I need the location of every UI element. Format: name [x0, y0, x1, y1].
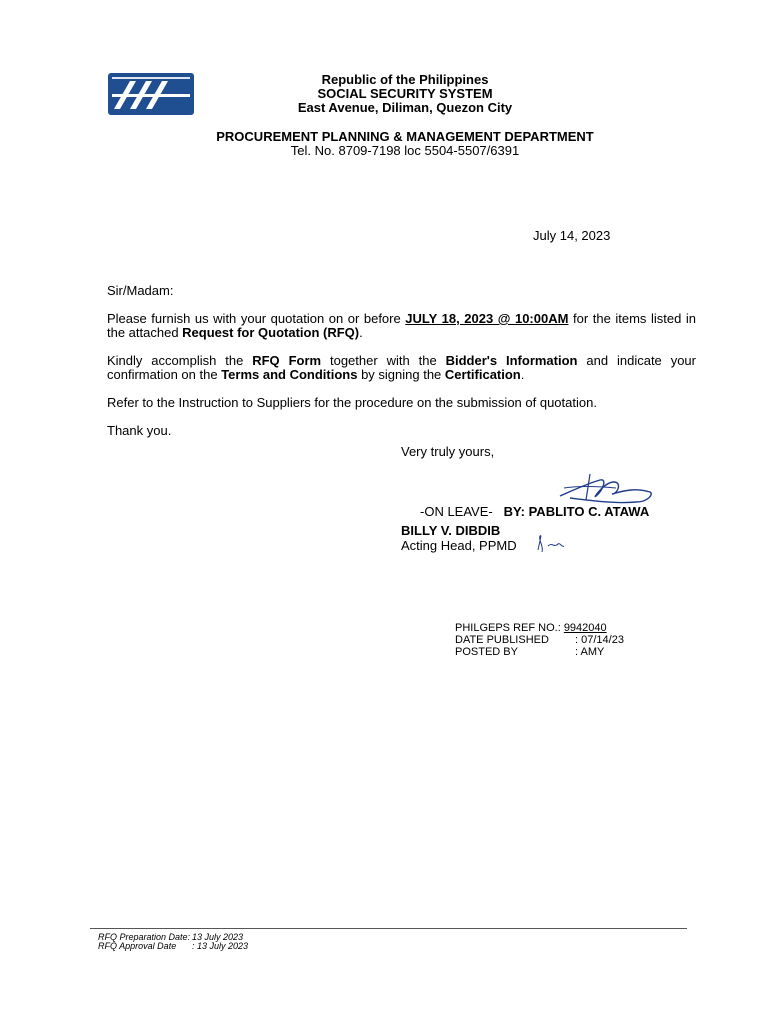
approval-label: RFQ Approval Date [98, 941, 177, 951]
bidder-information: Bidder's Information [445, 353, 578, 368]
text: . [359, 325, 363, 340]
approval-value: : 13 July 2023 [192, 941, 249, 951]
prep-label: RFQ Preparation Date: [98, 932, 191, 942]
header-department: PROCUREMENT PLANNING & MANAGEMENT DEPARTMENT [216, 129, 594, 144]
text: and indicate your confirmation on the [107, 353, 696, 382]
signature-icon [556, 470, 656, 508]
deadline: JULY 18, 2023 @ 10:00AM [405, 311, 569, 326]
thank-you: Thank you. [107, 423, 172, 438]
terms-and-conditions: Terms and Conditions [221, 367, 358, 382]
on-leave-line [420, 504, 649, 519]
header-telephone: Tel. No. 8709-7198 loc 5504-5507/6391 [290, 143, 520, 158]
paragraph-instructions: Refer to the Instruction to Suppliers for the procedure on the submission of quotation. [107, 395, 597, 410]
header-line-republic: Republic of the Philippines [321, 72, 489, 87]
paragraph-quotation [107, 312, 696, 340]
text: Please furnish us with your quotation on or before [107, 311, 406, 326]
rfq-approval-date [98, 941, 248, 951]
text: for the items listed in the attached [107, 311, 696, 340]
rfq-reference: Request for Quotation (RFQ) [182, 325, 360, 340]
signatory-title: Acting Head, PPMD [401, 538, 517, 553]
signatory-name: BILLY V. DIBDIB [401, 523, 501, 538]
posted-by-value: : AMY [575, 646, 605, 658]
text: by signing the [357, 367, 445, 382]
date-published-value: : 07/14/23 [575, 634, 624, 646]
posted-by-row [455, 646, 604, 659]
header-line-address: East Avenue, Diliman, Quezon City [297, 100, 513, 115]
text: Kindly accomplish the [107, 353, 253, 368]
certification: Certification [444, 367, 521, 382]
date-published-label: DATE PUBLISHED [455, 634, 549, 646]
posted-by-label: POSTED BY [455, 646, 518, 658]
paragraph-accomplish [107, 354, 696, 382]
initials-icon [534, 532, 568, 554]
signed-by: BY: PABLITO C. ATAWA [503, 504, 650, 519]
salutation: Sir/Madam: [107, 283, 174, 298]
text: . [520, 367, 525, 382]
on-leave: -ON LEAVE- [420, 504, 493, 519]
rfq-form: RFQ Form [252, 353, 322, 368]
closing: Very truly yours, [401, 444, 495, 459]
philgeps-label: PHILGEPS REF NO.: [455, 622, 561, 634]
philgeps-value: 9942040 [563, 622, 607, 634]
prep-value: 13 July 2023 [192, 932, 244, 942]
header-line-sss: SOCIAL SECURITY SYSTEM [317, 86, 493, 101]
text: together with the [321, 353, 446, 368]
letter-date: July 14, 2023 [533, 228, 611, 243]
footer-divider [90, 928, 687, 929]
